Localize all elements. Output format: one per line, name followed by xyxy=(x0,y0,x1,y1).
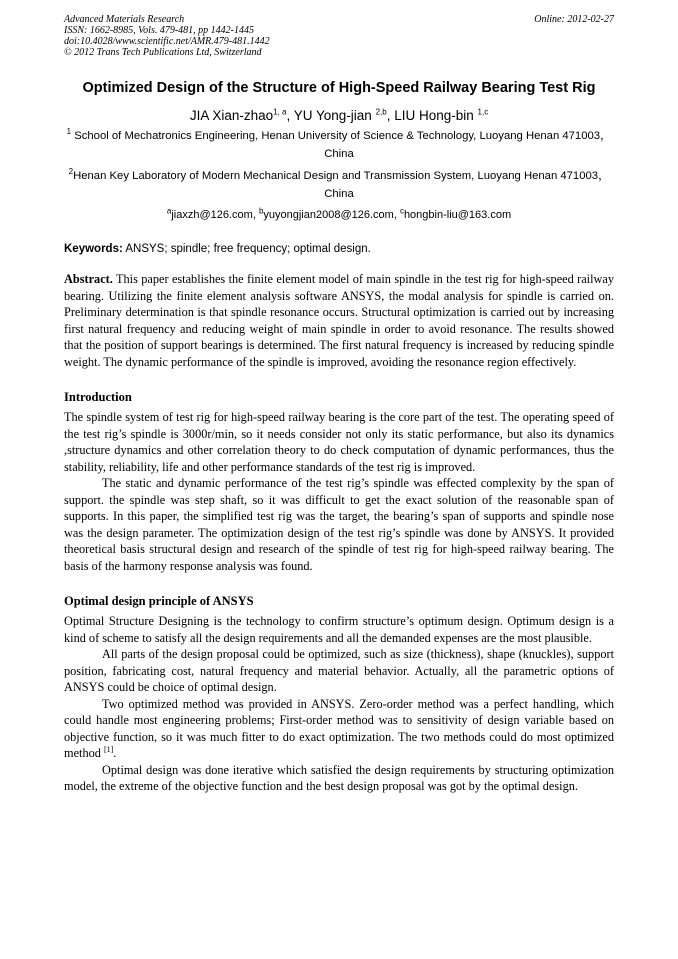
journal-header xyxy=(64,14,614,58)
section-heading-introduction: Introduction xyxy=(64,390,132,404)
email-link[interactable]: hongbin-liu@163.com xyxy=(403,209,512,221)
author-name: JIA Xian-zhao xyxy=(189,108,274,123)
paragraph-text: Two optimized method was provided in ANSYS. Zero-order method was a perfect handling, which could handle most engineering problems; First-order method was to sensitivity of design variable based on objective function, so it was much fitter to do exact optimization. The two methods could do most optimized method xyxy=(64,696,614,760)
affiliation-mark: 1 xyxy=(66,127,72,137)
keywords xyxy=(64,243,614,255)
journal-copyright: © 2012 Trans Tech Publications Ltd, Switzerland xyxy=(64,47,262,58)
affiliation-1 xyxy=(64,127,614,163)
paragraph: Optimal design was done iterative which satisfied the design requirements by structuring optimization model, the extreme of the objective function and the best design proposal was got by the optimal design. xyxy=(64,762,614,793)
paragraph: Optimal Structure Designing is the technology to confirm structure’s optimum design. Optimum design is a kind of scheme to satisfy all the design requirements and all the demanded expenses are the most plausible. xyxy=(64,614,614,645)
keywords-text: ANSYS; spindle; free frequency; optimal design. xyxy=(125,243,371,255)
section-heading-optimal-design: Optimal design principle of ANSYS xyxy=(64,594,254,608)
journal-name: Advanced Materials Research xyxy=(64,14,185,25)
online-date: Online: 2012-02-27 xyxy=(534,14,614,25)
affiliation-2 xyxy=(64,167,614,203)
journal-doi: doi:10.4028/www.scientific.net/AMR.479-481.1442 xyxy=(64,36,270,47)
sentence-end: . xyxy=(113,746,117,760)
author-list: JIA Xian-zhao$^{1, a}$, YU Yong-jian $^{2,b}$, LIU Hong-bin $^{1,c}$ xyxy=(189,107,489,123)
author-affiliation-mark: 1,c xyxy=(477,107,489,117)
citation-ref: [1] xyxy=(103,744,114,754)
author-affiliation-mark: 1, a xyxy=(273,107,287,117)
email-link[interactable]: yuyongjian2008@126.com xyxy=(263,209,394,221)
email-list: $^a$jiaxzh@126.com, $^b$yuyongjian2008@126.com, $^c$hongbin-liu@163.com xyxy=(166,206,512,221)
affiliation-mark: 2 xyxy=(68,167,74,177)
paper-page xyxy=(64,14,614,795)
author-affiliation-mark: 2,b xyxy=(375,107,387,117)
author-name: LIU Hong-bin xyxy=(394,108,474,123)
email-mark: c xyxy=(399,206,404,216)
paper-title: Optimized Design of the Structure of High-Speed Railway Bearing Test Rig xyxy=(82,80,596,96)
abstract-text: This paper establishes the finite element model of main spindle in the test rig for high-speed railway bearing. Utilizing the finite element analysis software ANSYS, the modal analysis for spindle is carried on. Preliminary determination is that spindle resonance occurs. Structural optimization is carried out by increasing first natural frequency and reducing weight of main spindle in order to avoid resonance. The results showed that the position of support bearings is determined. The first natural frequency is increased by reducing spindle weight. The dynamic performance of the spindle is improved, avoiding the resonance region effectively. xyxy=(64,272,615,369)
affiliation-text: School of Mechatronics Engineering, Henan University of Science & Technology, Luoyang Henan 471003，China xyxy=(74,130,612,160)
paragraph: The spindle system of test rig for high-speed railway bearing is the core part of the test. The operating speed of the test rig’s spindle is 3000r/min, so it needs consider not only its static performance, but also its dynamics ,structure dynamics and other correlation theory to do check computation of dynamic performances, thus the stability, reliability, life and other performance standards of the test rig is improved. xyxy=(64,410,614,474)
abstract xyxy=(64,271,614,370)
journal-issn: ISSN: 1662-8985, Vols. 479-481, pp 1442-1445 xyxy=(64,25,254,36)
affiliation-text: Henan Key Laboratory of Modern Mechanical Design and Transmission System, Luoyang Henan 471003，China xyxy=(73,170,610,200)
email-link[interactable]: jiaxzh@126.com xyxy=(171,209,253,221)
paragraph: All parts of the design proposal could be optimized, such as size (thickness), shape (knuckles), support position, fabricating cost, natural frequency and material behavior. Actually, all the parametric options of ANSYS could be choice of optimal design. xyxy=(64,647,614,694)
paragraph-with-citation xyxy=(64,696,614,762)
keywords-label: Keywords: xyxy=(64,243,123,255)
email-mark: a xyxy=(166,206,172,216)
email-mark: b xyxy=(258,206,264,216)
abstract-label: Abstract. xyxy=(64,272,113,286)
author-name: YU Yong-jian xyxy=(293,108,372,123)
paragraph: The static and dynamic performance of the test rig’s spindle was effected complexity by the span of support. the spindle was step shaft, so it was difficult to get the exact solution of the reasonable span of supports. In this paper, the simplified test rig was the target, the bearing’s span of supports and spindle nose was the design parameter. The optimization design of the test rig’s spindle was done by ANSYS. It provided theoretical basis structural design and research of the spindle of test rig for high-speed railway bearing. The basis of the harmony response analysis was found. xyxy=(64,476,614,573)
